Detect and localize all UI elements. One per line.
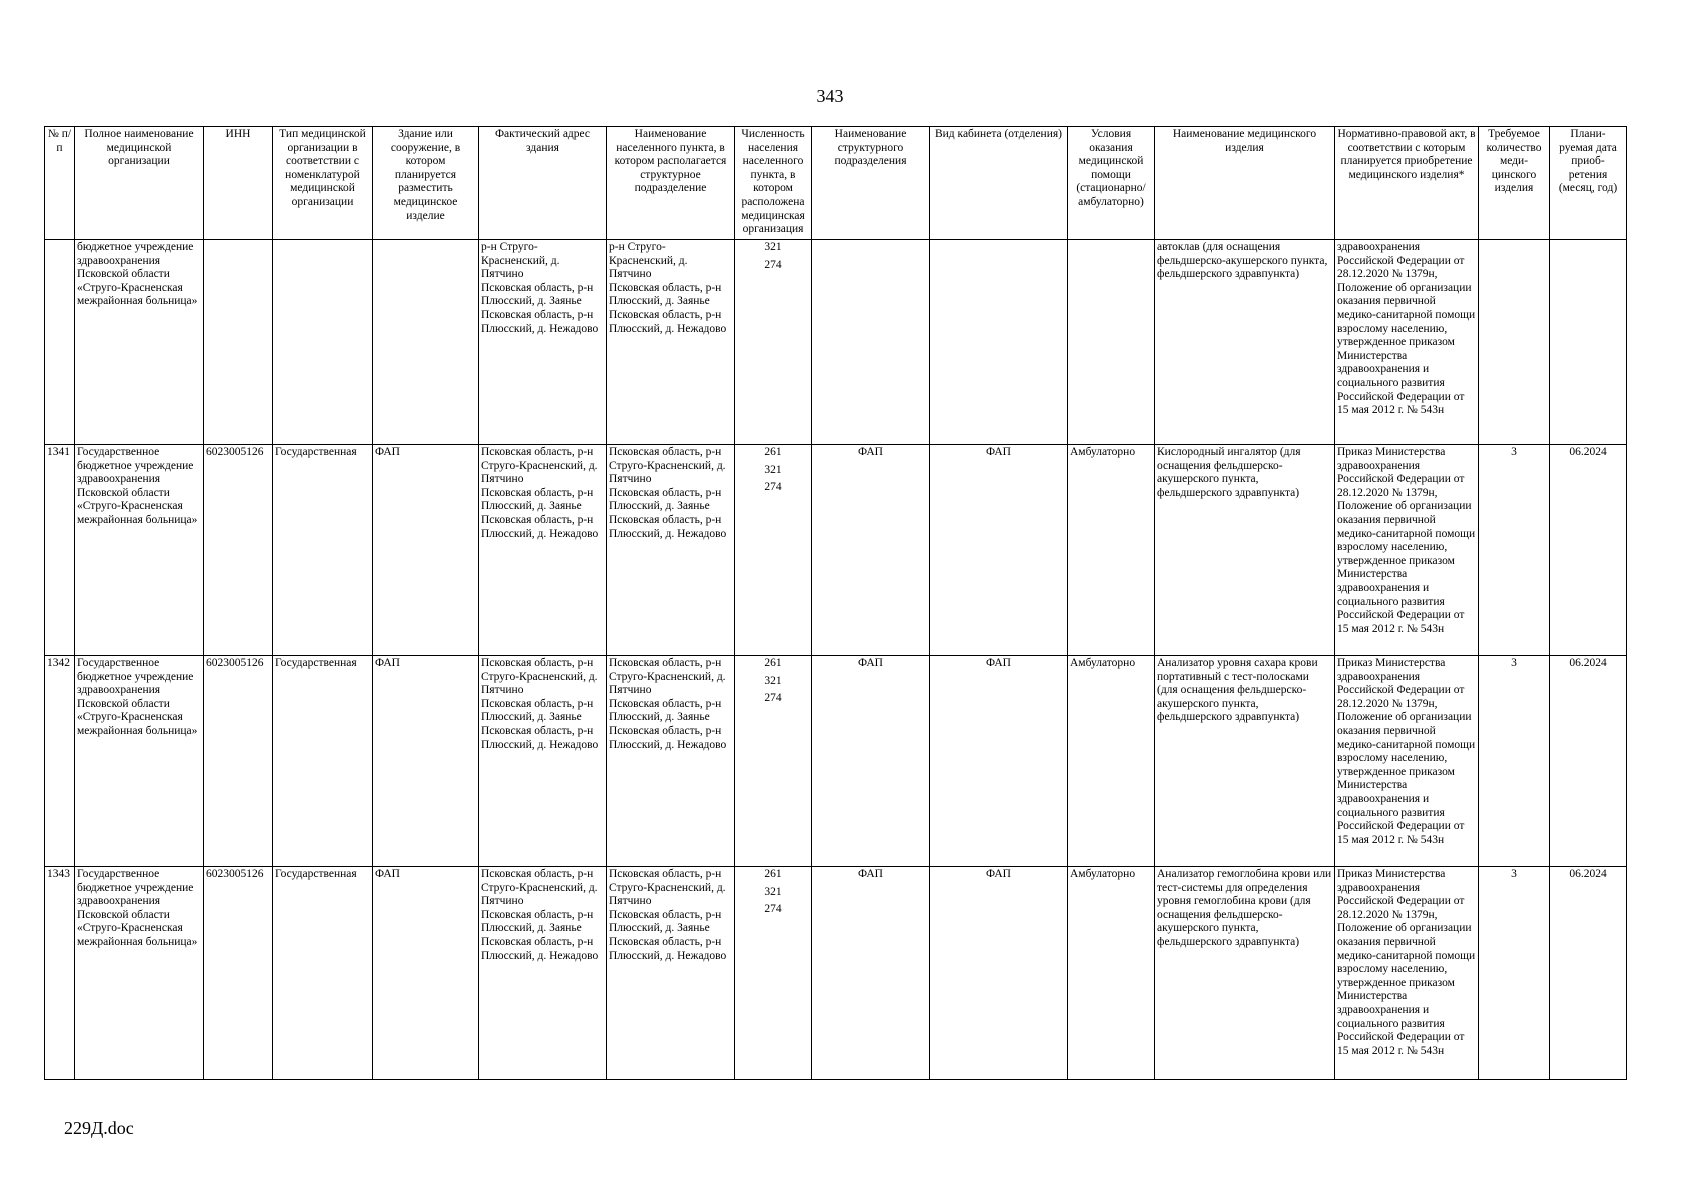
building [373, 240, 479, 445]
organization-type [273, 240, 373, 445]
table-header-row [45, 127, 1627, 240]
header-cell: Полное наименование медицинской организации [75, 127, 204, 240]
inn: 6023005126 [204, 445, 273, 656]
header-cell: Наименование медицинского изделия [1155, 127, 1335, 240]
device-name: Анализатор уровня сахара крови портативный с тест-полосками (для оснащения фельдшерско-акушерского пункта, фельдшерского здравпункта) [1155, 656, 1335, 867]
address-line: Псковская область, р-н Плюсский, д. Заянье [481, 281, 594, 308]
cabinet-type: ФАП [930, 656, 1068, 867]
population-value: 261 [764, 446, 782, 458]
settlement-line: Псковская область, р-н Струго-Красненский, д. Пятчино [609, 657, 726, 697]
population [735, 240, 812, 445]
settlement-line: Псковская область, р-н Струго-Красненский, д. Пятчино [609, 868, 726, 908]
address-line: Псковская область, р-н Плюсский, д. Нежадово [481, 513, 599, 540]
address-line: Псковская область, р-н Плюсский, д. Заянье [481, 486, 594, 513]
settlement [607, 656, 735, 867]
header-cell: Нормативно-правовой акт, в соответствии с которым планируется приобретение медицинского изделия* [1335, 127, 1479, 240]
organization-type: Государственная [273, 867, 373, 1080]
building: ФАП [373, 867, 479, 1080]
population-value: 261 [764, 868, 782, 880]
population-value: 274 [764, 903, 782, 916]
structural-unit: ФАП [812, 445, 930, 656]
quantity [1479, 240, 1550, 445]
purchase-date: 06.2024 [1550, 656, 1627, 867]
settlement-line: Псковская область, р-н Плюсский, д. Заянье [609, 697, 722, 724]
population-value: 321 [764, 241, 782, 253]
organization-name: Государственное бюджетное учреждение здравоохранения Псковской области «Струго-Красненская межрайонная больница» [75, 656, 204, 867]
inn: 6023005126 [204, 656, 273, 867]
document-filename: 229Д.doc [64, 1118, 134, 1138]
settlement-line: Псковская область, р-н Плюсский, д. Заянье [609, 281, 722, 308]
organization-name: Государственное бюджетное учреждение здравоохранения Псковской области «Струго-Красненская межрайонная больница» [75, 867, 204, 1080]
structural-unit: ФАП [812, 656, 930, 867]
population-value: 274 [764, 258, 782, 271]
address [479, 240, 607, 445]
population-value: 321 [764, 885, 782, 898]
table-row [45, 445, 1627, 656]
header-cell: Численность населения населенного пункта, в котором расположена медицинская организация [735, 127, 812, 240]
settlement [607, 445, 735, 656]
organization-type: Государственная [273, 656, 373, 867]
address-line: Псковская область, р-н Струго-Красненский, д. Пятчино [481, 446, 598, 486]
legal-act: Приказ Министерства здравоохранения Российской Федерации от 28.12.2020 № 1379н, Положение об организации оказания первичной медико-санитарной помощи взрослому населению, утвержденное приказом Министерства здравоохранения и социального развития Российской Федерации от 15 мая 2012 г. № 543н [1335, 445, 1479, 656]
purchase-date: 06.2024 [1550, 445, 1627, 656]
address-line: Псковская область, р-н Плюсский, д. Заянье [481, 697, 594, 724]
quantity: 3 [1479, 656, 1550, 867]
settlement-line: р-н Струго-Красненский, д. Пятчино [609, 241, 688, 281]
building: ФАП [373, 445, 479, 656]
header-cell: Здание или сооружение, в котором планируется разместить медицинское изделие [373, 127, 479, 240]
building: ФАП [373, 656, 479, 867]
organization-type: Государственная [273, 445, 373, 656]
address-line: р-н Струго-Красненский, д. Пятчино [481, 241, 560, 281]
header-cell: Условия оказания медицинской помощи (стационарно/ амбулаторно) [1068, 127, 1155, 240]
care-conditions: Амбулаторно [1068, 656, 1155, 867]
care-conditions [1068, 240, 1155, 445]
header-cell: Плани- руемая дата приоб- ретения (месяц, год) [1550, 127, 1627, 240]
header-cell: Вид кабинета (отделения) [930, 127, 1068, 240]
header-cell: ИНН [204, 127, 273, 240]
organization-name: бюджетное учреждение здравоохранения Псковской области «Струго-Красненская межрайонная больница» [75, 240, 204, 445]
cabinet-type [930, 240, 1068, 445]
population-value: 261 [764, 657, 782, 669]
settlement-line: Псковская область, р-н Плюсский, д. Нежадово [609, 308, 727, 335]
legal-act: здравоохранения Российской Федерации от 28.12.2020 № 1379н, Положение об организации оказания первичной медико-санитарной помощи взрослому населению, утвержденное приказом Министерства здравоохранения и социального развития Российской Федерации от 15 мая 2012 г. № 543н [1335, 240, 1479, 445]
settlement [607, 867, 735, 1080]
address [479, 867, 607, 1080]
structural-unit: ФАП [812, 867, 930, 1080]
device-name: автоклав (для оснащения фельдшерско-акушерского пункта, фельдшерского здравпункта) [1155, 240, 1335, 445]
quantity: 3 [1479, 445, 1550, 656]
page-number: 343 [816, 86, 844, 106]
settlement-line: Псковская область, р-н Плюсский, д. Нежадово [609, 513, 727, 540]
settlement [607, 240, 735, 445]
inn: 6023005126 [204, 867, 273, 1080]
structural-unit [812, 240, 930, 445]
settlement-line: Псковская область, р-н Плюсский, д. Нежадово [609, 724, 727, 751]
device-name: Кислородный ингалятор (для оснащения фельдшерско-акушерского пункта, фельдшерского здравпункта) [1155, 445, 1335, 656]
address-line: Псковская область, р-н Плюсский, д. Заянье [481, 908, 594, 935]
table-row [45, 867, 1627, 1080]
legal-act: Приказ Министерства здравоохранения Российской Федерации от 28.12.2020 № 1379н, Положение об организации оказания первичной медико-санитарной помощи взрослому населению, утвержденное приказом Министерства здравоохранения и социального развития Российской Федерации от 15 мая 2012 г. № 543н [1335, 867, 1479, 1080]
population-value: 321 [764, 463, 782, 476]
population [735, 445, 812, 656]
settlement-line: Псковская область, р-н Плюсский, д. Заянье [609, 908, 722, 935]
purchase-date: 06.2024 [1550, 867, 1627, 1080]
header-cell: № п/п [45, 127, 75, 240]
cabinet-type: ФАП [930, 867, 1068, 1080]
population [735, 656, 812, 867]
address-line: Псковская область, р-н Струго-Красненский, д. Пятчино [481, 868, 598, 908]
table-row [45, 656, 1627, 867]
row-number: 1343 [45, 867, 75, 1080]
population-value: 274 [764, 692, 782, 705]
row-number [45, 240, 75, 445]
legal-act: Приказ Министерства здравоохранения Российской Федерации от 28.12.2020 № 1379н, Положение об организации оказания первичной медико-санитарной помощи взрослому населению, утвержденное приказом Министерства здравоохранения и социального развития Российской Федерации от 15 мая 2012 г. № 543н [1335, 656, 1479, 867]
inn [204, 240, 273, 445]
settlement-line: Псковская область, р-н Струго-Красненский, д. Пятчино [609, 446, 726, 486]
address-line: Псковская область, р-н Плюсский, д. Нежадово [481, 935, 599, 962]
address [479, 656, 607, 867]
header-cell: Наименование населенного пункта, в котором располагается структурное подразделение [607, 127, 735, 240]
table-row [45, 240, 1627, 445]
header-cell: Тип медицинской организации в соответствии с номенклатурой медицинской организации [273, 127, 373, 240]
purchase-date [1550, 240, 1627, 445]
population-value: 321 [764, 674, 782, 687]
cabinet-type: ФАП [930, 445, 1068, 656]
device-name: Анализатор гемоглобина крови или тест-системы для определения уровня гемоглобина крови (для оснащения фельдшерско-акушерского пункта, фельдшерского здравпункта) [1155, 867, 1335, 1080]
address-line: Псковская область, р-н Плюсский, д. Нежадово [481, 724, 599, 751]
population [735, 867, 812, 1080]
care-conditions: Амбулаторно [1068, 445, 1155, 656]
settlement-line: Псковская область, р-н Плюсский, д. Нежадово [609, 935, 727, 962]
organization-name: Государственное бюджетное учреждение здравоохранения Псковской области «Струго-Красненская межрайонная больница» [75, 445, 204, 656]
header-cell: Требуемое количество меди- цинского изделия [1479, 127, 1550, 240]
header-cell: Фактический адрес здания [479, 127, 607, 240]
address-line: Псковская область, р-н Плюсский, д. Нежадово [481, 308, 599, 335]
row-number: 1341 [45, 445, 75, 656]
quantity: 3 [1479, 867, 1550, 1080]
address-line: Псковская область, р-н Струго-Красненский, д. Пятчино [481, 657, 598, 697]
header-cell: Наименование структурного подразделения [812, 127, 930, 240]
care-conditions: Амбулаторно [1068, 867, 1155, 1080]
settlement-line: Псковская область, р-н Плюсский, д. Заянье [609, 486, 722, 513]
population-value: 274 [764, 481, 782, 494]
address [479, 445, 607, 656]
row-number: 1342 [45, 656, 75, 867]
medical-devices-table [44, 126, 1627, 1080]
